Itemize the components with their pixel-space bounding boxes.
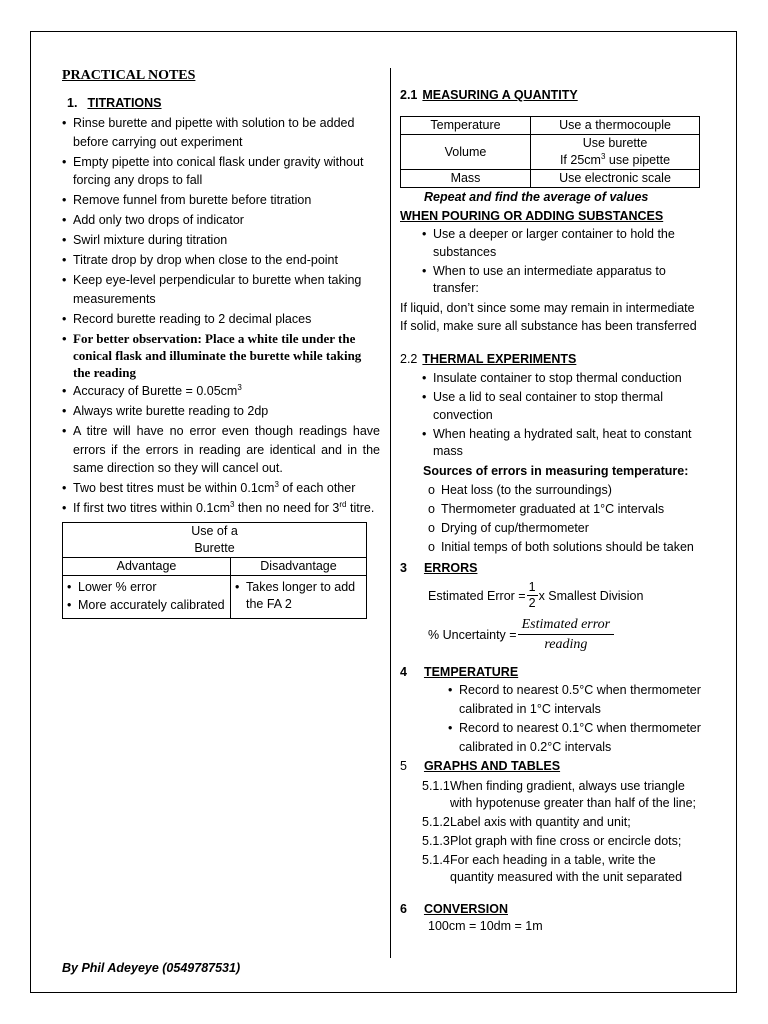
measuring-table [400, 116, 700, 188]
temperature-heading: 4 TEMPERATURE [400, 665, 519, 679]
list-item: 5.1.2 Label axis with quantity and unit; [422, 815, 631, 829]
graphs-heading: 5 GRAPHS AND TABLES [400, 759, 561, 773]
author-credit: By Phil Adeyeye (0549787531) [62, 961, 241, 975]
measuring-heading: 2.1 MEASURING A QUANTITY [400, 88, 578, 102]
list-item: • Remove funnel from burette before titration [62, 191, 380, 210]
conversion-heading: 6 CONVERSION [400, 902, 508, 916]
list-item: • Empty pipette into conical flask under gravity without forcing any drops to fall [62, 153, 380, 190]
list-item: o Heat loss (to the surroundings) [428, 483, 612, 497]
list-item: • Insulate container to stop thermal conduction [422, 370, 705, 388]
titrations-list [62, 114, 380, 518]
list-item: • Record burette reading to 2 decimal places [62, 310, 380, 329]
list-item: • If first two titres within $0.1cm^3$ then no need for 3rd titre. [62, 499, 380, 518]
list-item: • A titre will have no error even though readings have errors if the errors in reading are identical and in the same direction so they will cancel out. [62, 422, 380, 478]
list-item: • Keep eye-level perpendicular to burette when taking measurements [62, 271, 380, 308]
list-item: o Drying of cup/thermometer [428, 521, 589, 535]
advantage-cell [63, 575, 231, 618]
list-item: • When to use an intermediate apparatus to transfer: [422, 263, 705, 298]
temperature-list [448, 681, 705, 756]
burette-table [62, 522, 367, 619]
list-item: o Thermometer graduated at 1°C intervals [428, 502, 665, 516]
left-column [62, 68, 380, 619]
pouring-list [422, 226, 705, 298]
list-item: • Use a deeper or larger container to hold the substances [422, 226, 705, 261]
list-item: • Lower % error [67, 579, 226, 596]
list-item: • Titrate drop by drop when close to the end-point [62, 251, 380, 270]
burette-table-header: Use of a Burette [63, 522, 367, 557]
list-item: • Accuracy of Burette = $0.05cm^3$ [62, 382, 380, 401]
table-row: Temperature Use a thermocouple [401, 117, 700, 135]
right-column [400, 88, 705, 935]
thermal-heading: 2.2 THERMAL EXPERIMENTS [400, 352, 577, 366]
estimated-error-formula: Estimated Error = $\frac{1}{2}$ x Smallest Division [428, 580, 644, 610]
list-item: • Two best titres must be within $0.1cm^3$ of each other [62, 479, 380, 498]
list-item: • Takes longer to add the FA 2 [235, 579, 362, 613]
list-item: • Add only two drops of indicator [62, 211, 380, 230]
list-item: o Initial temps of both solutions should be taken [428, 540, 694, 554]
uncertainty-formula: % Uncertainty = $\frac{\text{Estimated error}}{\text{reading}}$ [428, 616, 705, 654]
errors-sources-heading: Sources of errors in measuring temperature: [423, 464, 689, 478]
list-item: 5.1.3 Plot graph with fine cross or encircle dots; [422, 834, 682, 848]
list-item: • Always write burette reading to 2dp [62, 402, 380, 421]
column-divider [390, 68, 391, 958]
table-row: Mass Use electronic scale [401, 170, 700, 188]
list-item: • Record to nearest 0.1°C when thermometer calibrated in 0.2°C intervals [448, 719, 705, 756]
list-item: • Rinse burette and pipette with solution to be added before carrying out experiment [62, 114, 380, 151]
solid-line: If solid, make sure all substance has been transferred [400, 319, 697, 333]
list-item: • Use a lid to seal container to stop thermal convection [422, 389, 705, 424]
average-note: Repeat and find the average of values [424, 190, 649, 204]
list-item: 5.1.4 For each heading in a table, write the quantity measured with the unit separated [422, 853, 683, 884]
conversion-line: 100cm = 10dm = 1m [428, 919, 543, 933]
advantage-header: Advantage [63, 557, 231, 575]
list-item: • For better observation: Place a white tile under the conical flask and illuminate the burette while taking the reading [62, 330, 380, 381]
errors-heading: 3 ERRORS [400, 561, 478, 575]
liquid-line: If liquid, don’t since some may remain in intermediate [400, 301, 695, 315]
graphs-list [422, 778, 705, 886]
table-row: Volume Use burette If $25cm^3$ use pipette [401, 135, 700, 170]
list-item: • More accurately calibrated [67, 597, 226, 614]
thermal-list [422, 370, 705, 461]
titrations-heading: 1. TITRATIONS [67, 96, 162, 110]
list-item: • Swirl mixture during titration [62, 231, 380, 250]
disadvantage-cell [231, 575, 367, 618]
error-sources-list [428, 481, 705, 557]
pouring-heading: WHEN POURING OR ADDING SUBSTANCES [400, 209, 664, 223]
list-item: • When heating a hydrated salt, heat to constant mass [422, 426, 705, 461]
document-title: PRACTICAL NOTES [62, 68, 196, 83]
list-item: • Record to nearest 0.5°C when thermometer calibrated in 1°C intervals [448, 681, 705, 718]
list-item: 5.1.1 When finding gradient, always use triangle with hypotenuse greater than half of the line; [422, 779, 696, 810]
disadvantage-header: Disadvantage [231, 557, 367, 575]
